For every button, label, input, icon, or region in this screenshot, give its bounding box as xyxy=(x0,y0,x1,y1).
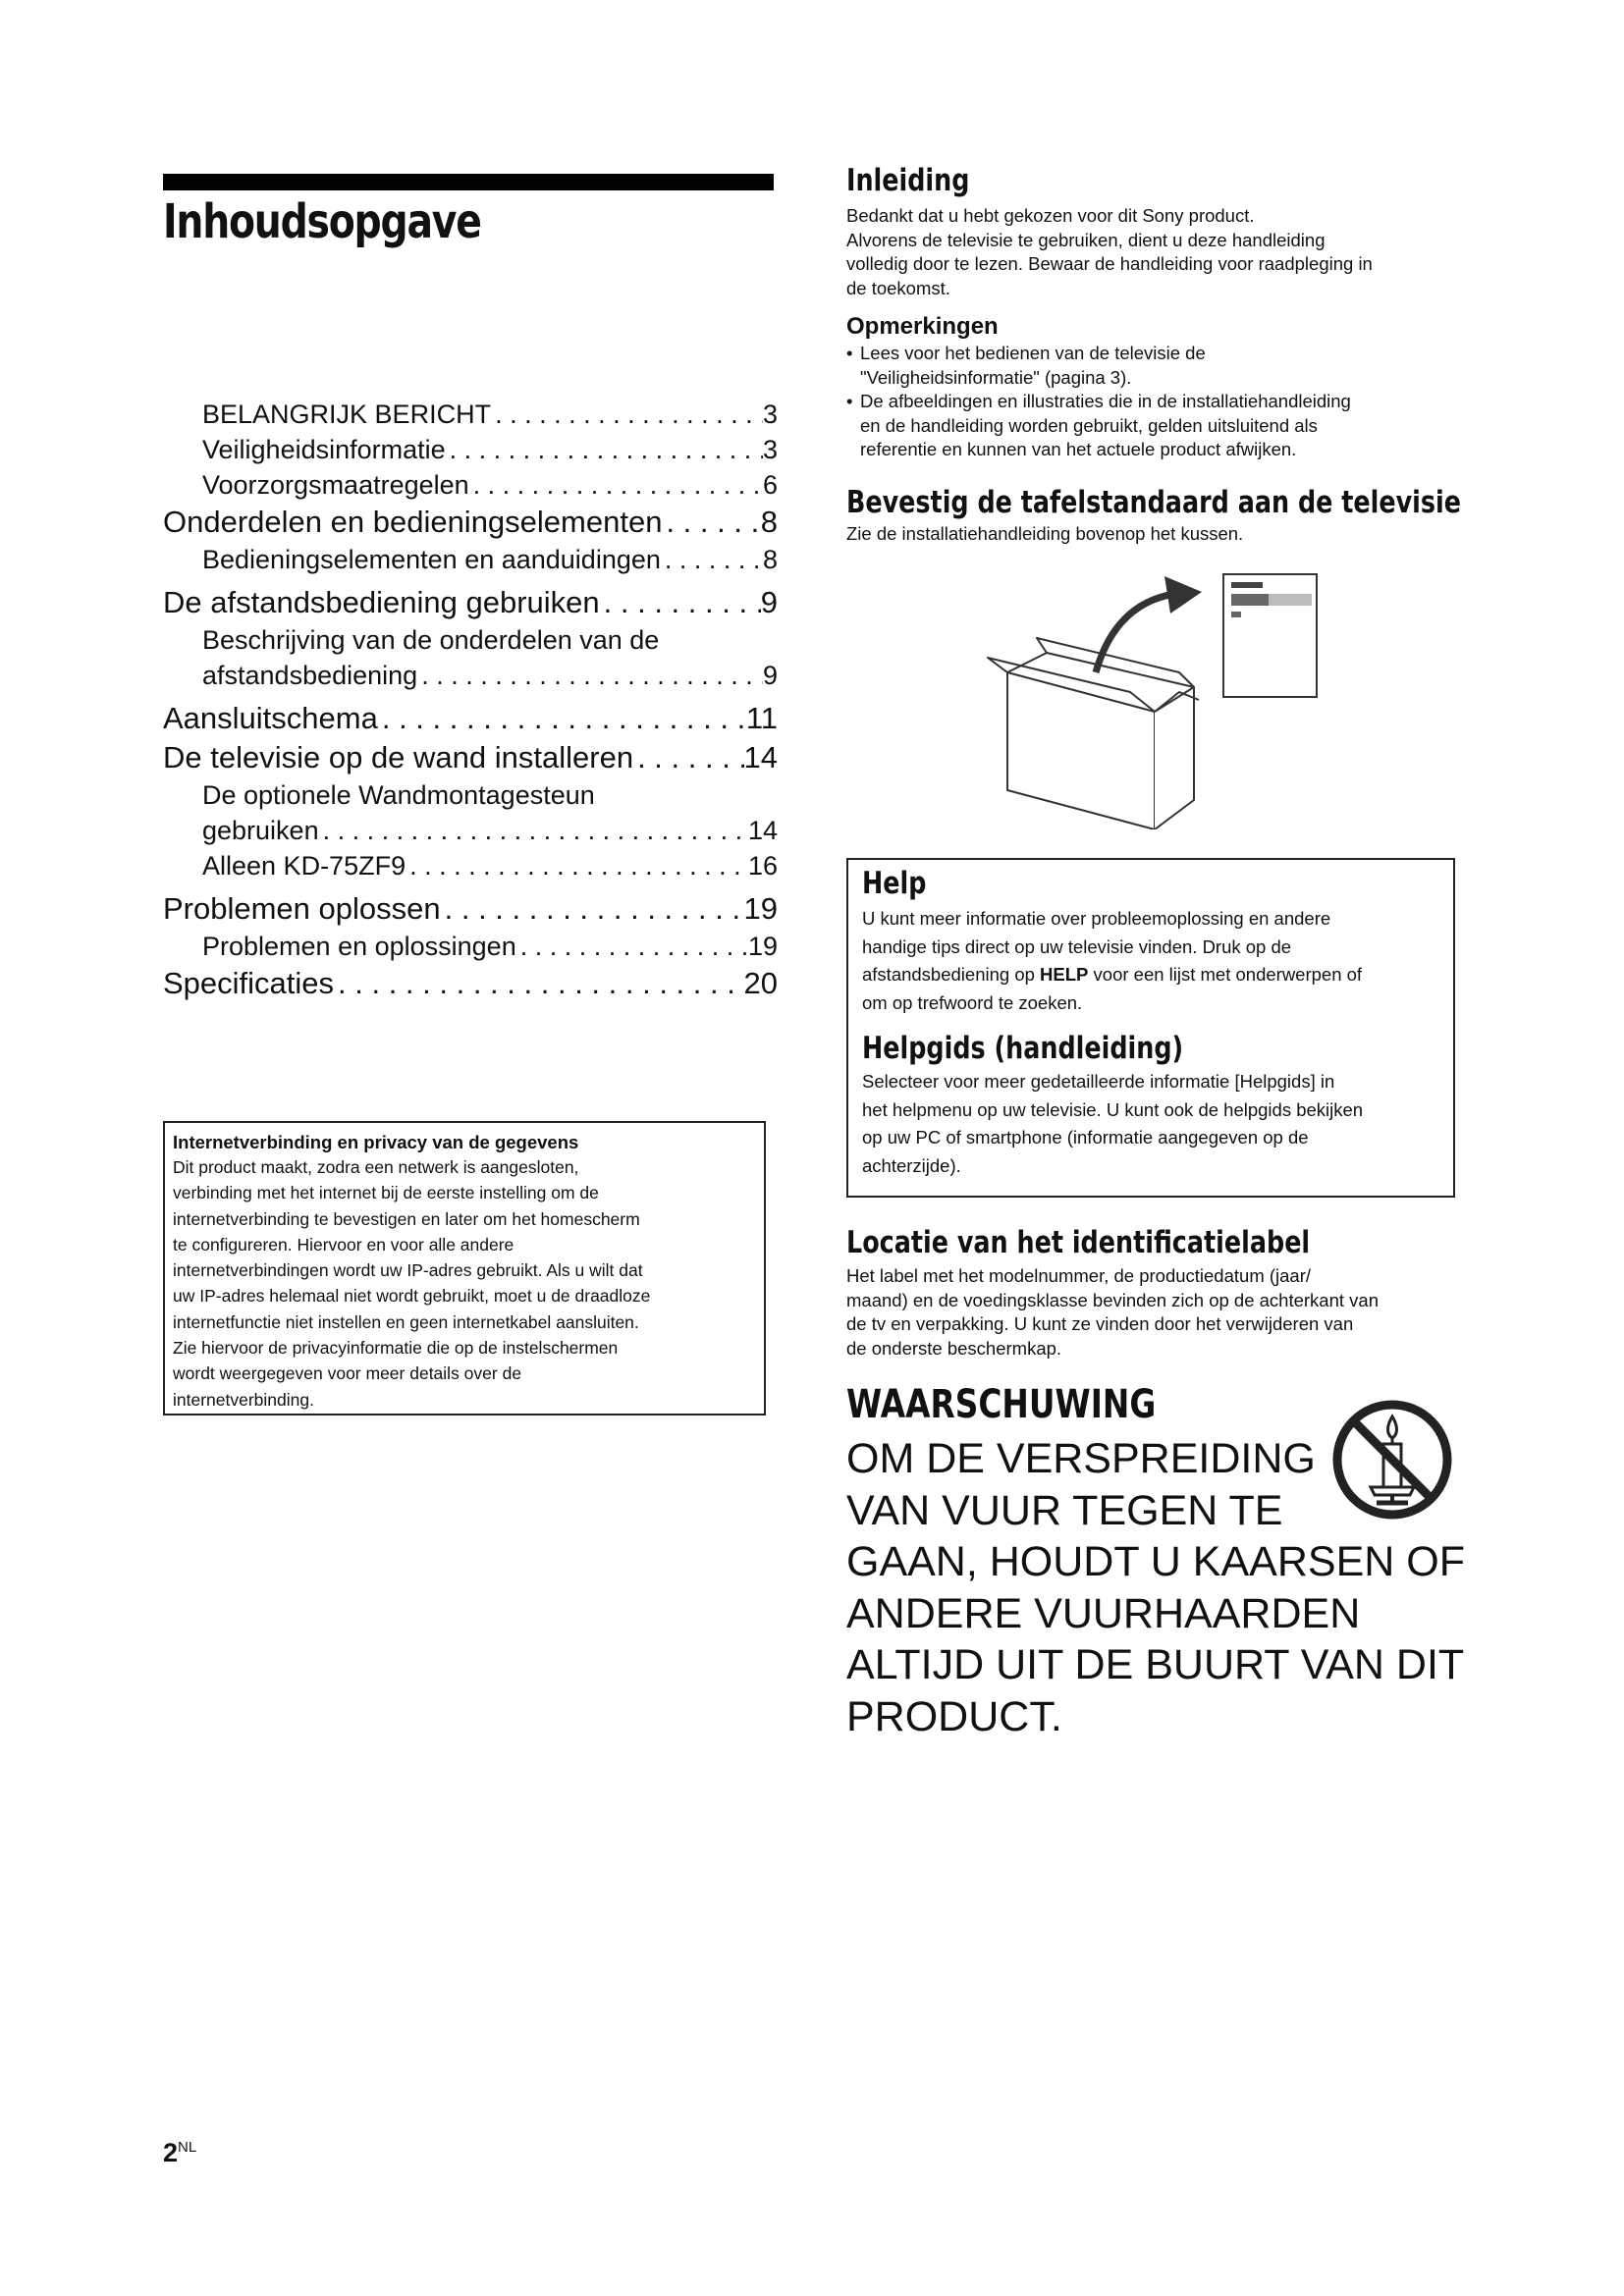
toc-entry-label: Bedieningselementen en aanduidingen xyxy=(202,545,661,574)
list-item: • De afbeeldingen en illustraties die in de installatiehandleiding en de handleiding worden gebruikt, gelden uitsluitend als referentie en kunnen van het actuele product afwijken. xyxy=(846,390,1455,462)
language-code: NL xyxy=(178,2139,197,2156)
warning-heading: WAARSCHUWING xyxy=(846,1382,1157,1427)
body-line: U kunt meer informatie over probleemoplossing en andere xyxy=(862,908,1331,929)
body-line: Zie de installatiehandleiding bovenop het kussen. xyxy=(846,523,1244,544)
toc-entry-page: 16 xyxy=(747,851,778,881)
title-rule xyxy=(163,174,774,190)
privacy-line: verbinding met het internet bij de eerste instelling om de xyxy=(173,1183,599,1203)
toc-entry-label-line1: De optionele Wandmontagesteun xyxy=(202,780,595,810)
section-opmerkingen xyxy=(846,312,1455,462)
toc-entry-label-line1: Beschrijving van de onderdelen van de xyxy=(202,625,660,655)
toc-entry-page: 6 xyxy=(762,470,778,500)
body-line: op uw PC of smartphone (informatie aangegeven op de xyxy=(862,1127,1309,1148)
toc-entry[interactable] xyxy=(163,738,778,777)
privacy-notice-title: Internetverbinding en privacy van de gegevens xyxy=(173,1132,579,1152)
privacy-line: internetverbindingen wordt uw IP-adres gebruikt. Als u wilt dat xyxy=(173,1260,643,1281)
toc-entry-label: Specificaties xyxy=(163,966,335,1000)
subsection-heading: Opmerkingen xyxy=(846,313,999,340)
toc-entry-label: Veiligheidsinformatie xyxy=(202,435,446,464)
toc-entry-label: De afstandsbediening gebruiken xyxy=(163,585,600,619)
toc-entry[interactable] xyxy=(163,848,778,883)
privacy-line: te configureren. Hiervoor en voor alle andere xyxy=(173,1234,514,1255)
toc-entry[interactable] xyxy=(163,699,778,738)
privacy-line: uw IP-adres helemaal niet wordt gebruikt, moet u de draadloze xyxy=(173,1286,651,1307)
toc-entry[interactable] xyxy=(163,467,778,503)
body-line: het helpmenu op uw televisie. U kunt ook de helpgids bekijken xyxy=(862,1098,1364,1120)
privacy-line: internetverbinding. xyxy=(173,1389,314,1410)
toc-entry[interactable] xyxy=(163,397,778,432)
section-heading: Inleiding xyxy=(846,163,970,198)
toc-entry[interactable] xyxy=(163,889,778,929)
body-line: Alvorens de televisie te gebruiken, dient u deze handleiding xyxy=(846,229,1326,250)
body-line: de tv en verpakking. U kunt ze vinden door het verwijderen van xyxy=(846,1313,1354,1334)
privacy-line: Zie hiervoor de privacyinformatie die op de instelschermen xyxy=(173,1338,619,1359)
toc-entry-page: 8 xyxy=(760,505,778,539)
toc-entry-label: Problemen oplossen xyxy=(163,891,441,926)
toc-entry-page: 9 xyxy=(762,661,778,690)
toc-entry[interactable] xyxy=(163,583,778,622)
toc-entry-page: 20 xyxy=(743,966,778,1000)
body-line: de toekomst. xyxy=(846,277,950,298)
box-illustration xyxy=(968,564,1322,829)
toc-entry[interactable] xyxy=(163,503,778,542)
toc-entry-page: 3 xyxy=(762,435,778,464)
notes-list xyxy=(846,342,1455,462)
body-line: Bedankt dat u hebt gekozen voor dit Sony product. xyxy=(846,205,1255,226)
no-candle-icon xyxy=(1329,1397,1455,1522)
toc-entry-label: Problemen en oplossingen xyxy=(202,932,516,961)
toc-entry-page: 19 xyxy=(743,891,778,926)
help-box xyxy=(846,858,1455,1198)
privacy-line: wordt weergegeven voor meer details over de xyxy=(173,1363,522,1384)
section-heading: Help xyxy=(862,866,927,901)
body-line: maand) en de voedingsklasse bevinden zich op de achterkant van xyxy=(846,1289,1379,1310)
toc-entry-page: 14 xyxy=(747,816,778,845)
toc-entry-page: 14 xyxy=(743,740,778,774)
section-heading: Bevestig de tafelstandaard aan de televisie xyxy=(846,485,1461,520)
toc-entry-label: Aansluitschema xyxy=(163,701,378,735)
body-line: volledig door te lezen. Bewaar de handleiding voor raadpleging in xyxy=(846,253,1373,274)
toc-entry[interactable] xyxy=(163,929,778,964)
body-line: Het label met het modelnummer, de productiedatum (jaar/ xyxy=(846,1265,1312,1286)
toc-entry-label: Alleen KD-75ZF9 xyxy=(202,851,406,881)
toc-entry-label: afstandsbediening xyxy=(202,661,418,690)
toc-entry-label: De televisie op de wand installeren xyxy=(163,740,634,774)
toc-entry-page: 8 xyxy=(762,545,778,574)
toc-entry-page: 3 xyxy=(762,400,778,429)
toc-entry-label: Onderdelen en bedieningselementen xyxy=(163,505,663,539)
page-title: Inhoudsopgave xyxy=(163,194,481,249)
toc-entry-label: BELANGRIJK BERICHT xyxy=(202,400,492,429)
body-line: afstandsbediening op HELP voor een lijst met onderwerpen of xyxy=(862,964,1363,985)
warning-text: OM DE VERSPREIDING VAN VUUR TEGEN TE GAAN, HOUDT U KAARSEN OF ANDERE VUURHAARDEN ALTIJD UIT DE BUURT VAN DIT PRODUCT. xyxy=(846,1435,1465,1740)
body-line: de onderste beschermkap. xyxy=(846,1337,1062,1359)
section-heading: Locatie van het identificatielabel xyxy=(846,1225,1311,1260)
section-tafelstandaard xyxy=(846,485,1461,547)
toc-entry[interactable] xyxy=(163,542,778,577)
toc-entry-label: gebruiken xyxy=(202,816,319,845)
page-number: $2^{NL}$ xyxy=(163,2138,197,2167)
toc-entry-label: Voorzorgsmaatregelen xyxy=(202,470,469,500)
privacy-line: Dit product maakt, zodra een netwerk is aangesloten, xyxy=(173,1157,579,1177)
toc-entry[interactable] xyxy=(163,813,778,848)
toc-entry-page: 19 xyxy=(747,932,778,961)
body-line: Selecteer voor meer gedetailleerde informatie [Helpgids] in xyxy=(862,1071,1335,1092)
privacy-notice-box xyxy=(163,1121,766,1415)
body-line: om op trefwoord te zoeken. xyxy=(862,991,1083,1013)
toc-entry-page: 11 xyxy=(745,701,778,735)
table-of-contents xyxy=(163,397,778,1003)
list-item: • Lees voor het bedienen van de televisie de "Veiligheidsinformatie" (pagina 3). xyxy=(846,342,1455,390)
section-inleiding xyxy=(846,163,1455,300)
toc-entry[interactable] xyxy=(163,432,778,467)
privacy-line: internetverbinding te bevestigen en later om het homescherm xyxy=(173,1208,640,1229)
section-identificatielabel xyxy=(846,1225,1455,1361)
help-key-label: HELP xyxy=(1040,964,1089,985)
toc-entry[interactable] xyxy=(163,964,778,1003)
body-line: handige tips direct op uw televisie vinden. Druk op de xyxy=(862,935,1292,957)
section-heading: Helpgids (handleiding) xyxy=(862,1031,1184,1066)
body-line: achterzijde). xyxy=(862,1154,961,1176)
toc-entry[interactable] xyxy=(163,658,778,693)
privacy-line: internetfunctie niet instellen en geen internetkabel aansluiten. xyxy=(173,1311,639,1332)
toc-entry-page: 9 xyxy=(760,585,778,619)
